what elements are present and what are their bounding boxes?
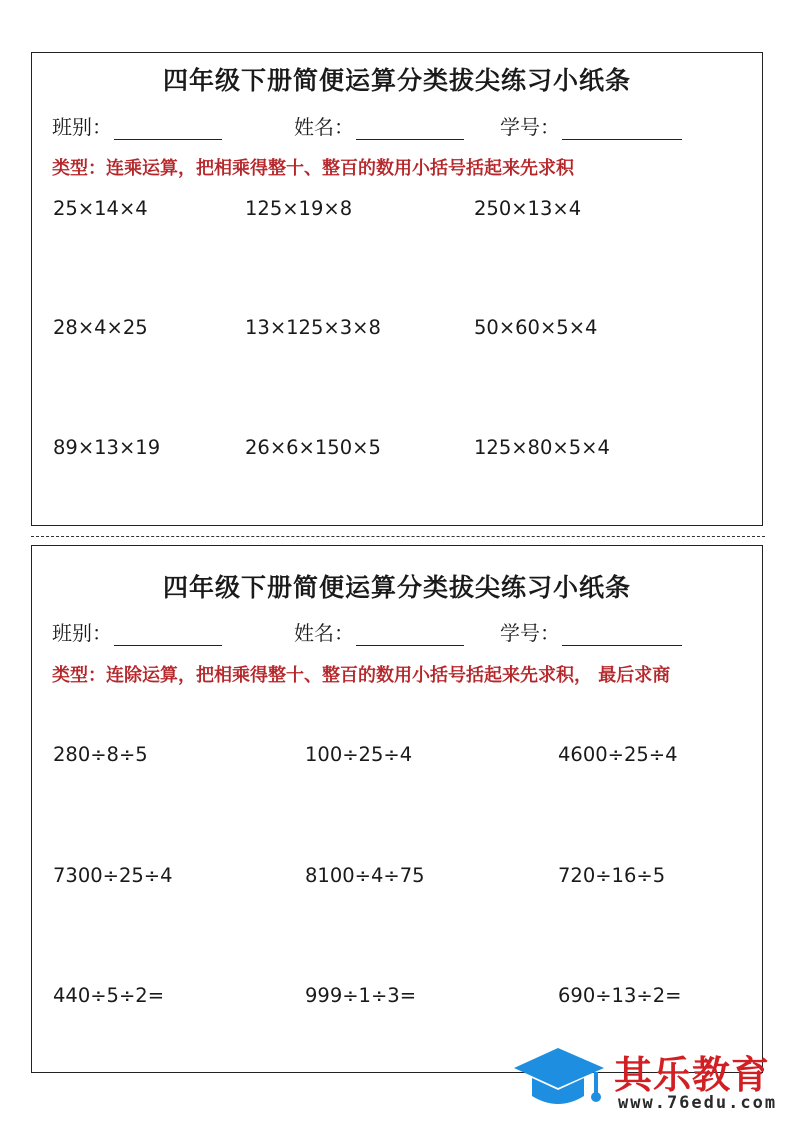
brand-name: 其乐教育 [614, 1053, 771, 1097]
brand-watermark [510, 1042, 790, 1118]
problem-item: 13×125×3×8 [245, 316, 381, 339]
problem-item: 4600÷25÷4 [558, 743, 678, 766]
problem-item: 89×13×19 [53, 436, 161, 459]
student-info-row [52, 617, 742, 647]
problem-item: 25×14×4 [53, 197, 148, 220]
name-label: 姓名： [294, 621, 354, 645]
problem-item: 28×4×25 [53, 316, 148, 339]
class-blank[interactable] [114, 623, 222, 646]
problem-item: 8100÷4÷75 [305, 864, 425, 887]
student-id-blank[interactable] [562, 117, 682, 140]
problem-item: 125×80×5×4 [474, 436, 610, 459]
student-id-label: 学号： [500, 621, 560, 645]
problem-item: 720÷16÷5 [558, 864, 666, 887]
problem-type-instruction: 类型：连除运算，把相乘得整十、整百的数用小括号括起来先求积， 最后求商 [52, 665, 671, 686]
name-label: 姓名： [294, 115, 354, 139]
class-field [52, 111, 222, 140]
brand-url: www.76edu.com [618, 1093, 778, 1113]
worksheet-title: 四年级下册简便运算分类拔尖练习小纸条 [162, 573, 631, 602]
problem-item: 250×13×4 [474, 197, 582, 220]
worksheet-title: 四年级下册简便运算分类拔尖练习小纸条 [162, 66, 631, 95]
name-blank[interactable] [356, 117, 464, 140]
student-info-row [52, 111, 742, 141]
name-field [294, 617, 464, 646]
problem-item: 50×60×5×4 [474, 316, 598, 339]
student-id-label: 学号： [500, 115, 560, 139]
student-id-field [500, 111, 682, 140]
class-blank[interactable] [114, 117, 222, 140]
graduation-cap-icon [510, 1042, 610, 1118]
class-label: 班别： [52, 115, 112, 139]
problem-item: 7300÷25÷4 [53, 864, 173, 887]
problem-item: 280÷8÷5 [53, 743, 148, 766]
problem-type-instruction: 类型：连乘运算，把相乘得整十、整百的数用小括号括起来先求积 [52, 158, 574, 179]
name-field [294, 111, 464, 140]
class-field [52, 617, 222, 646]
problem-item: 26×6×150×5 [245, 436, 381, 459]
class-label: 班别： [52, 621, 112, 645]
worksheet-slip-1 [31, 52, 763, 526]
problem-item: 440÷5÷2= [53, 984, 165, 1007]
student-id-field [500, 617, 682, 646]
cut-line-divider [31, 536, 765, 537]
name-blank[interactable] [356, 623, 464, 646]
student-id-blank[interactable] [562, 623, 682, 646]
problem-item: 125×19×8 [245, 197, 353, 220]
problem-item: 100÷25÷4 [305, 743, 413, 766]
problem-item: 999÷1÷3= [305, 984, 417, 1007]
problem-item: 690÷13÷2= [558, 984, 682, 1007]
worksheet-slip-2 [31, 545, 763, 1073]
